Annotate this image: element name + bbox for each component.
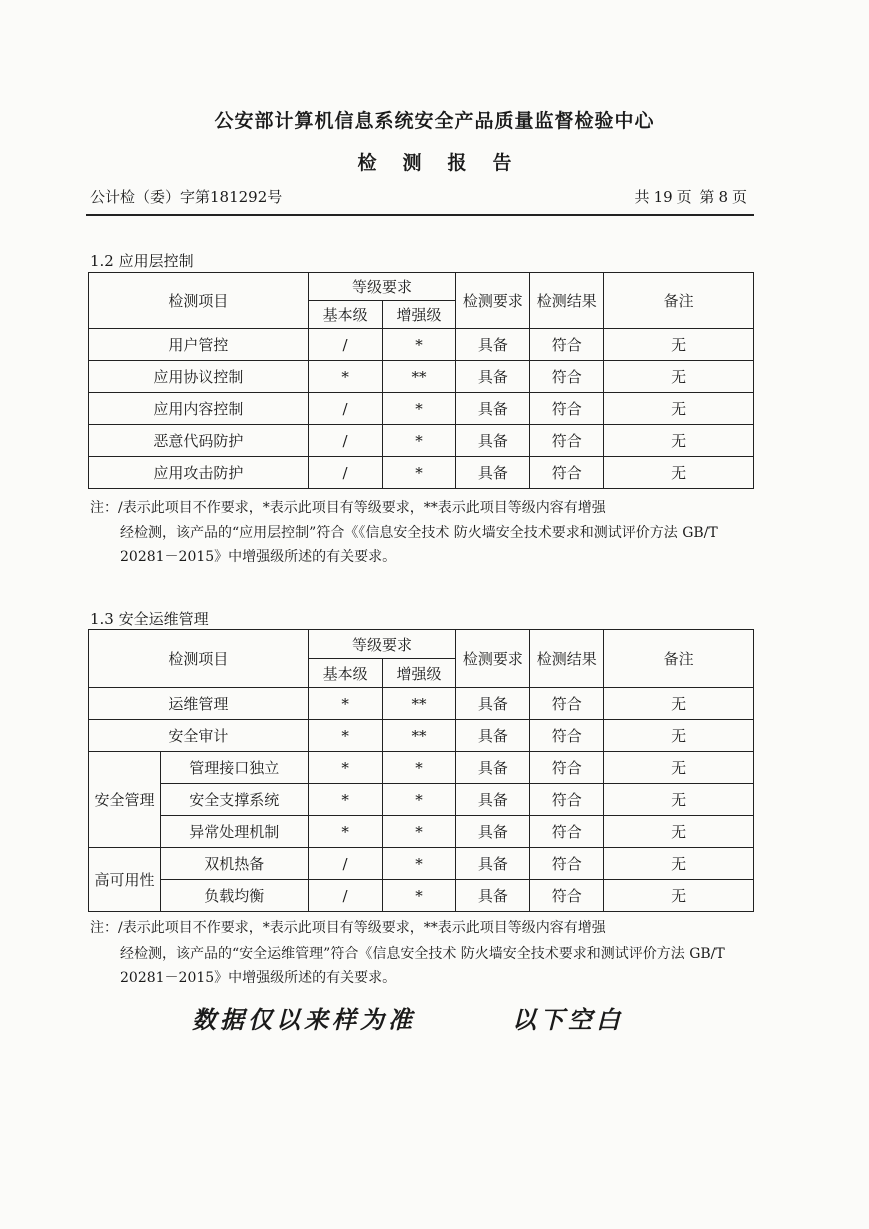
test-req-cell: 具备 <box>456 880 530 912</box>
enhanced-level-cell: * <box>382 880 456 912</box>
result-cell: 符合 <box>530 457 604 489</box>
header-test-req: 检测要求 <box>456 630 530 688</box>
enhanced-level-cell: * <box>382 752 456 784</box>
table-row <box>89 848 754 880</box>
basic-level-cell: * <box>308 361 382 393</box>
basic-level-cell: * <box>308 752 382 784</box>
group-label-cell: 高可用性 <box>89 848 161 912</box>
enhanced-level-cell: ** <box>382 720 456 752</box>
table-row <box>89 329 754 361</box>
item-cell: 用户管控 <box>89 329 309 361</box>
remark-cell: 无 <box>604 784 754 816</box>
basic-level-cell: / <box>308 848 382 880</box>
remark-cell: 无 <box>604 425 754 457</box>
result-cell: 符合 <box>530 720 604 752</box>
blank-below-stamp: 以下空白 <box>512 1006 624 1034</box>
table-row <box>89 425 754 457</box>
item-cell: 应用内容控制 <box>89 393 309 425</box>
item-cell: 应用协议控制 <box>89 361 309 393</box>
result-cell: 符合 <box>530 784 604 816</box>
enhanced-level-cell: * <box>382 393 456 425</box>
table-note: 注：/表示此项目不作要求，*表示此项目有等级要求，**表示此项目等级内容有增强 <box>90 500 606 516</box>
remark-cell: 无 <box>604 752 754 784</box>
remark-cell: 无 <box>604 361 754 393</box>
table-row <box>89 784 754 816</box>
header-enhanced: 增强级 <box>382 301 456 329</box>
remark-cell: 无 <box>604 816 754 848</box>
header-level-req: 等级要求 <box>308 273 456 301</box>
item-cell: 异常处理机制 <box>160 816 308 848</box>
test-req-cell: 具备 <box>456 848 530 880</box>
enhanced-level-cell: * <box>382 784 456 816</box>
result-cell: 符合 <box>530 880 604 912</box>
org-title: 公安部计算机信息系统安全产品质量监督检验中心 <box>214 110 655 132</box>
table-note: 注：/表示此项目不作要求，*表示此项目有等级要求，**表示此项目等级内容有增强 <box>90 920 606 936</box>
item-cell: 负载均衡 <box>160 880 308 912</box>
test-req-cell: 具备 <box>456 784 530 816</box>
remark-cell: 无 <box>604 457 754 489</box>
header-item: 检测项目 <box>89 630 309 688</box>
test-req-cell: 具备 <box>456 816 530 848</box>
remark-cell: 无 <box>604 880 754 912</box>
ops-mgmt-table <box>88 629 754 912</box>
test-req-cell: 具备 <box>456 688 530 720</box>
total-pages: 19 <box>653 188 673 206</box>
result-cell: 符合 <box>530 425 604 457</box>
test-req-cell: 具备 <box>456 361 530 393</box>
header-basic: 基本级 <box>308 659 382 688</box>
table-row <box>89 361 754 393</box>
header-enhanced: 增强级 <box>382 659 456 688</box>
app-layer-table <box>88 272 754 489</box>
header-remark: 备注 <box>604 273 754 329</box>
basic-level-cell: / <box>308 329 382 361</box>
result-cell: 符合 <box>530 393 604 425</box>
test-req-cell: 具备 <box>456 425 530 457</box>
header-basic: 基本级 <box>308 301 382 329</box>
enhanced-level-cell: ** <box>382 361 456 393</box>
basic-level-cell: / <box>308 880 382 912</box>
header-divider <box>86 214 754 216</box>
enhanced-level-cell: * <box>382 816 456 848</box>
header-test-req: 检测要求 <box>456 273 530 329</box>
section-title: 1.3 安全运维管理 <box>90 610 209 628</box>
group-label-cell: 安全管理 <box>89 752 161 848</box>
enhanced-level-cell: ** <box>382 688 456 720</box>
header-result: 检测结果 <box>530 273 604 329</box>
table-row <box>89 457 754 489</box>
item-cell: 恶意代码防护 <box>89 425 309 457</box>
report-title: 检测报告 <box>357 152 538 174</box>
item-cell: 安全支撑系统 <box>160 784 308 816</box>
table-row <box>89 816 754 848</box>
test-req-cell: 具备 <box>456 752 530 784</box>
header-level-req: 等级要求 <box>308 630 456 659</box>
basic-level-cell: / <box>308 457 382 489</box>
test-req-cell: 具备 <box>456 457 530 489</box>
enhanced-level-cell: * <box>382 329 456 361</box>
basic-level-cell: * <box>308 688 382 720</box>
page-mid: 页 第 <box>676 188 715 206</box>
test-req-cell: 具备 <box>456 329 530 361</box>
item-cell: 安全审计 <box>89 720 309 752</box>
document-number: 公计检（委）字第181292号 <box>90 188 283 206</box>
header-result: 检测结果 <box>530 630 604 688</box>
basic-level-cell: / <box>308 393 382 425</box>
remark-cell: 无 <box>604 720 754 752</box>
table-row <box>89 688 754 720</box>
result-cell: 符合 <box>530 752 604 784</box>
remark-cell: 无 <box>604 393 754 425</box>
basic-level-cell: / <box>308 425 382 457</box>
remark-cell: 无 <box>604 688 754 720</box>
basic-level-cell: * <box>308 784 382 816</box>
item-cell: 管理接口独立 <box>160 752 308 784</box>
section-title: 1.2 应用层控制 <box>90 252 194 270</box>
result-cell: 符合 <box>530 848 604 880</box>
result-cell: 符合 <box>530 329 604 361</box>
page-prefix: 共 <box>634 188 650 206</box>
page-info <box>633 186 749 207</box>
remark-cell: 无 <box>604 329 754 361</box>
test-req-cell: 具备 <box>456 720 530 752</box>
result-cell: 符合 <box>530 816 604 848</box>
header-item: 检测项目 <box>89 273 309 329</box>
item-cell: 双机热备 <box>160 848 308 880</box>
sample-only-stamp: 数据仅以来样为准 <box>192 1006 416 1034</box>
header-remark: 备注 <box>604 630 754 688</box>
enhanced-level-cell: * <box>382 457 456 489</box>
conclusion: 经检测，该产品的“安全运维管理”符合《信息安全技术 防火墙安全技术要求和测试评价方法 GB/T 20281－2015》中增强级所述的有关要求。 <box>120 946 725 986</box>
current-page: 8 <box>718 188 728 206</box>
result-cell: 符合 <box>530 361 604 393</box>
enhanced-level-cell: * <box>382 425 456 457</box>
basic-level-cell: * <box>308 720 382 752</box>
table-row <box>89 393 754 425</box>
result-cell: 符合 <box>530 688 604 720</box>
conclusion: 经检测，该产品的“应用层控制”符合《《信息安全技术 防火墙安全技术要求和测试评价方法 GB/T 20281－2015》中增强级所述的有关要求。 <box>120 525 718 565</box>
table-row <box>89 720 754 752</box>
basic-level-cell: * <box>308 816 382 848</box>
remark-cell: 无 <box>604 848 754 880</box>
page-suffix: 页 <box>731 188 747 206</box>
enhanced-level-cell: * <box>382 848 456 880</box>
table-row <box>89 880 754 912</box>
item-cell: 应用攻击防护 <box>89 457 309 489</box>
test-req-cell: 具备 <box>456 393 530 425</box>
item-cell: 运维管理 <box>89 688 309 720</box>
table-row <box>89 752 754 784</box>
